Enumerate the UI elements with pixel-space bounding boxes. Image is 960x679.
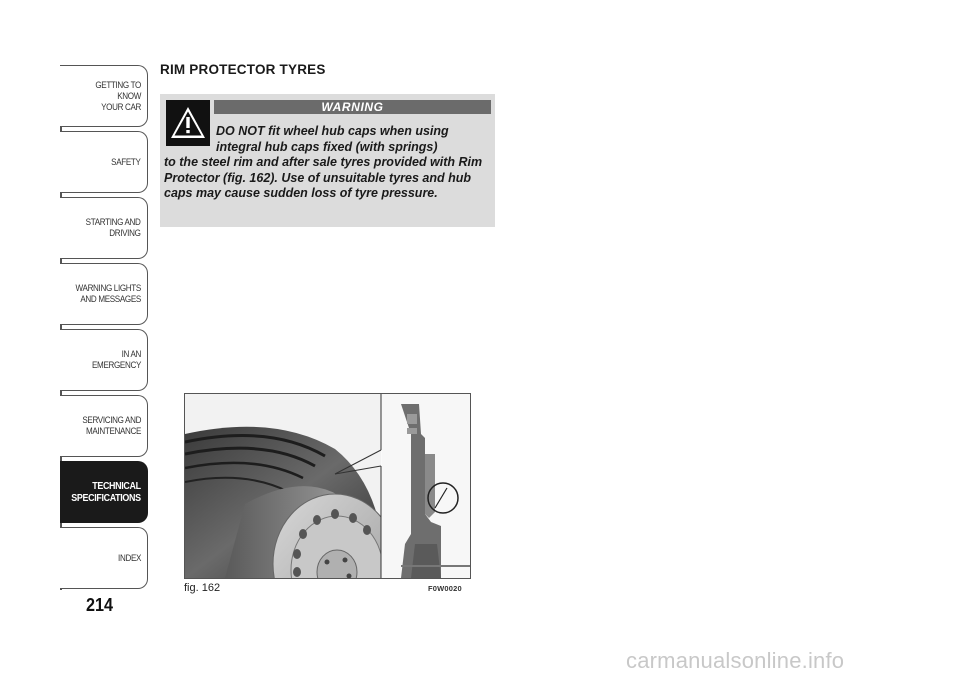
figure-code: F0W0020 (428, 584, 462, 593)
warning-line-1: DO NOT fit wheel hub caps when using (216, 124, 449, 138)
tab-label: IN AN EMERGENCY (92, 349, 141, 371)
warning-body: to the steel rim and after sale tyres provided with Rim Protector (fig. 162). Use of unsuitable tyres and hub caps may cause sudden loss of tyre pressure. (164, 155, 483, 200)
tab-index[interactable] (60, 527, 148, 589)
tab-technical-specifications[interactable] (60, 461, 148, 523)
tab-label: STARTING AND DRIVING (86, 217, 141, 239)
tab-label: TECHNICAL SPECIFICATIONS (71, 480, 141, 504)
tab-label: INDEX (118, 552, 141, 564)
warning-line-2: integral hub caps fixed (with springs) (216, 139, 438, 154)
tab-label: WARNING LIGHTS AND MESSAGES (75, 283, 141, 305)
tab-label: SAFETY (111, 156, 141, 168)
tab-servicing[interactable] (60, 395, 148, 457)
section-title: RIM PROTECTOR TYRES (160, 62, 326, 77)
tyre-illustration (185, 394, 470, 578)
figure-tyre-illustration (184, 393, 471, 579)
warning-header: WARNING (214, 100, 491, 114)
tab-starting-driving[interactable] (60, 197, 148, 259)
warning-box (160, 94, 495, 227)
tab-getting-to-know[interactable] (60, 65, 148, 127)
watermark: carmanualsonline.info (626, 648, 845, 673)
warning-text (164, 124, 492, 202)
figure-caption: fig. 162 (184, 582, 221, 594)
tab-label: SERVICING AND MAINTENANCE (82, 415, 141, 437)
tab-warning-lights[interactable] (60, 263, 148, 325)
tab-safety[interactable] (60, 131, 148, 193)
page-number: 214 (86, 595, 114, 615)
tab-emergency[interactable] (60, 329, 148, 391)
tab-label: GETTING TO KNOW YOUR CAR (95, 79, 141, 113)
